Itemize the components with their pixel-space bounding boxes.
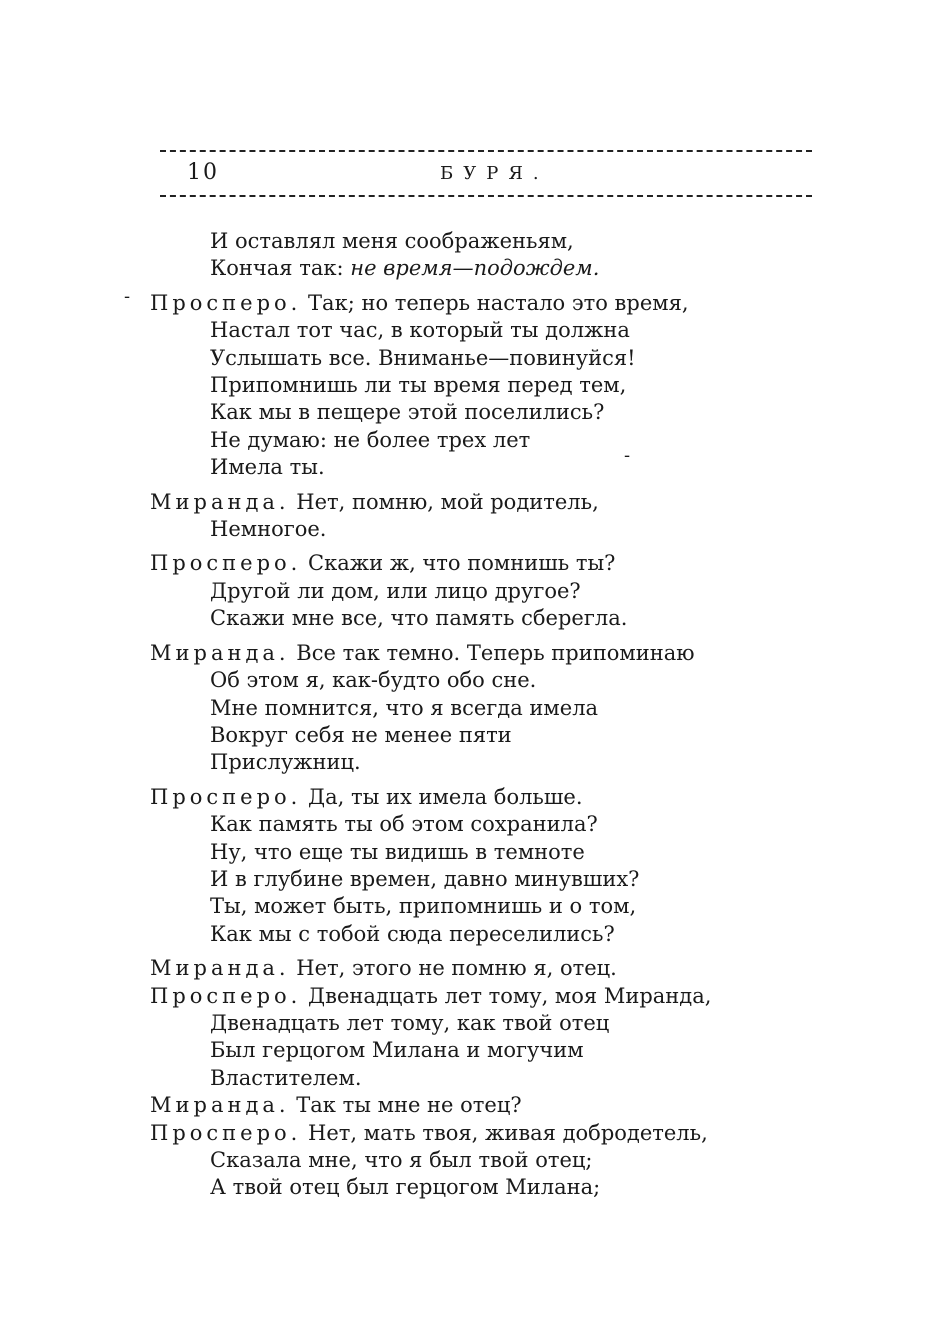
verse-line [150, 839, 820, 866]
verse-line [150, 1120, 820, 1147]
speaker-name: Миранда. [150, 956, 290, 981]
line-text: Властителем. [210, 1065, 362, 1090]
verse-line [150, 1174, 820, 1201]
line-text: Настал тот час, в который ты должна [210, 318, 630, 343]
line-text: И в глубине времен, давно минувших? [210, 866, 640, 891]
verse-line [150, 317, 820, 344]
line-text: Как память ты об этом сохранила? [210, 812, 598, 837]
verse-line [150, 399, 820, 426]
verse-line [150, 489, 820, 516]
verse-line [150, 784, 820, 811]
verse-line [150, 578, 820, 605]
header-rule-bottom [160, 195, 812, 197]
line-text: Ну, что еще ты видишь в темноте [210, 839, 585, 864]
speaker-name: Просперо. [150, 551, 302, 576]
line-text: Двенадцать лет тому, моя Миранда, [308, 983, 712, 1008]
play-text [150, 228, 820, 1202]
verse-line [150, 427, 820, 454]
line-text: Как мы в пещере этой поселились? [210, 400, 605, 425]
verse-line [150, 983, 820, 1010]
verse-line [150, 640, 820, 667]
verse-line [150, 722, 820, 749]
speech-block [150, 550, 820, 632]
line-text: Имела ты. [210, 455, 325, 480]
speaker-name: Миранда. [150, 1093, 290, 1118]
verse-line [150, 1010, 820, 1037]
line-text: Прислужниц. [210, 750, 361, 775]
line-text: Все так темно. Теперь припоминаю [296, 640, 695, 665]
speech-block [150, 640, 820, 777]
verse-line [150, 290, 820, 317]
verse-line [150, 1065, 820, 1092]
line-text: Как мы с тобой сюда переселились? [210, 921, 615, 946]
speech-block [150, 489, 820, 544]
line-text: Двенадцать лет тому, как твой отец [210, 1010, 610, 1035]
line-text: Нет, этого не помню я, отец. [296, 956, 617, 981]
speaker-name: Просперо. [150, 1120, 302, 1145]
verse-line [150, 893, 820, 920]
line-text: Услышать все. Вниманье—повинуйся! [210, 345, 636, 370]
verse-line [150, 749, 820, 776]
line-text: Так; но теперь настало это время, [308, 290, 689, 315]
speech-block [150, 955, 820, 982]
line-text: И оставлял меня соображеньям, [210, 229, 574, 253]
header-rule-top [160, 150, 812, 152]
speech-block [150, 228, 820, 283]
italic-phrase: не время—подождем. [350, 256, 600, 281]
line-text: Сказала мне, что я был твой отец; [210, 1148, 593, 1172]
speech-block [150, 1092, 820, 1119]
speaker-name: Просперо. [150, 983, 302, 1008]
line-text: Скажи ж, что помнишь ты? [308, 551, 616, 576]
line-text: Немногое. [210, 517, 327, 542]
verse-line [150, 667, 820, 694]
line-text: Скажи мне все, что память сберегла. [210, 606, 628, 631]
verse-line [150, 1147, 820, 1174]
verse-line [150, 454, 820, 481]
verse-line [150, 550, 820, 577]
page-number: 10 [187, 160, 219, 185]
line-text: Припомнишь ли ты время перед тем, [210, 373, 627, 398]
line-text: Кончая так: [210, 256, 351, 281]
speaker-name: Миранда. [150, 489, 290, 514]
line-text: Так ты мне не отец? [296, 1093, 522, 1118]
verse-line [150, 345, 820, 372]
line-text: Не думаю: не более трех лет [210, 427, 531, 452]
speech-block [150, 290, 820, 482]
running-title: БУРЯ. [440, 163, 549, 184]
verse-line [150, 255, 820, 282]
verse-line [150, 866, 820, 893]
line-text: Мне помнится, что я всегда имела [210, 695, 599, 720]
line-text: Вокруг себя не менее пяти [210, 722, 512, 747]
speaker-name: Миранда. [150, 640, 290, 665]
line-text: Да, ты их имела больше. [308, 784, 583, 809]
verse-line [150, 921, 820, 948]
line-text: Об этом я, как-будто обо сне. [210, 668, 537, 693]
stray-mark-left: - [124, 286, 131, 307]
verse-line [150, 372, 820, 399]
verse-line [150, 1092, 820, 1119]
line-text: А твой отец был герцогом Милана; [210, 1175, 601, 1200]
verse-line [150, 811, 820, 838]
speech-block [150, 784, 820, 948]
speech-block [150, 1120, 820, 1202]
verse-line [150, 516, 820, 543]
line-text: Другой ли дом, или лицо другое? [210, 578, 581, 603]
line-text: Был герцогом Милана и могучим [210, 1038, 584, 1063]
speech-block [150, 983, 820, 1093]
line-text: Нет, мать твоя, живая добродетель, [308, 1120, 708, 1145]
stray-mark-right: - [624, 445, 631, 466]
speaker-name: Просперо. [150, 784, 302, 809]
verse-line [150, 605, 820, 632]
verse-line [150, 695, 820, 722]
verse-line [150, 1037, 820, 1064]
verse-line [150, 955, 820, 982]
verse-line [150, 228, 820, 255]
line-text: Нет, помню, мой родитель, [296, 489, 599, 514]
line-text: Ты, может быть, припомнишь и о том, [210, 894, 637, 919]
speaker-name: Просперо. [150, 290, 302, 315]
